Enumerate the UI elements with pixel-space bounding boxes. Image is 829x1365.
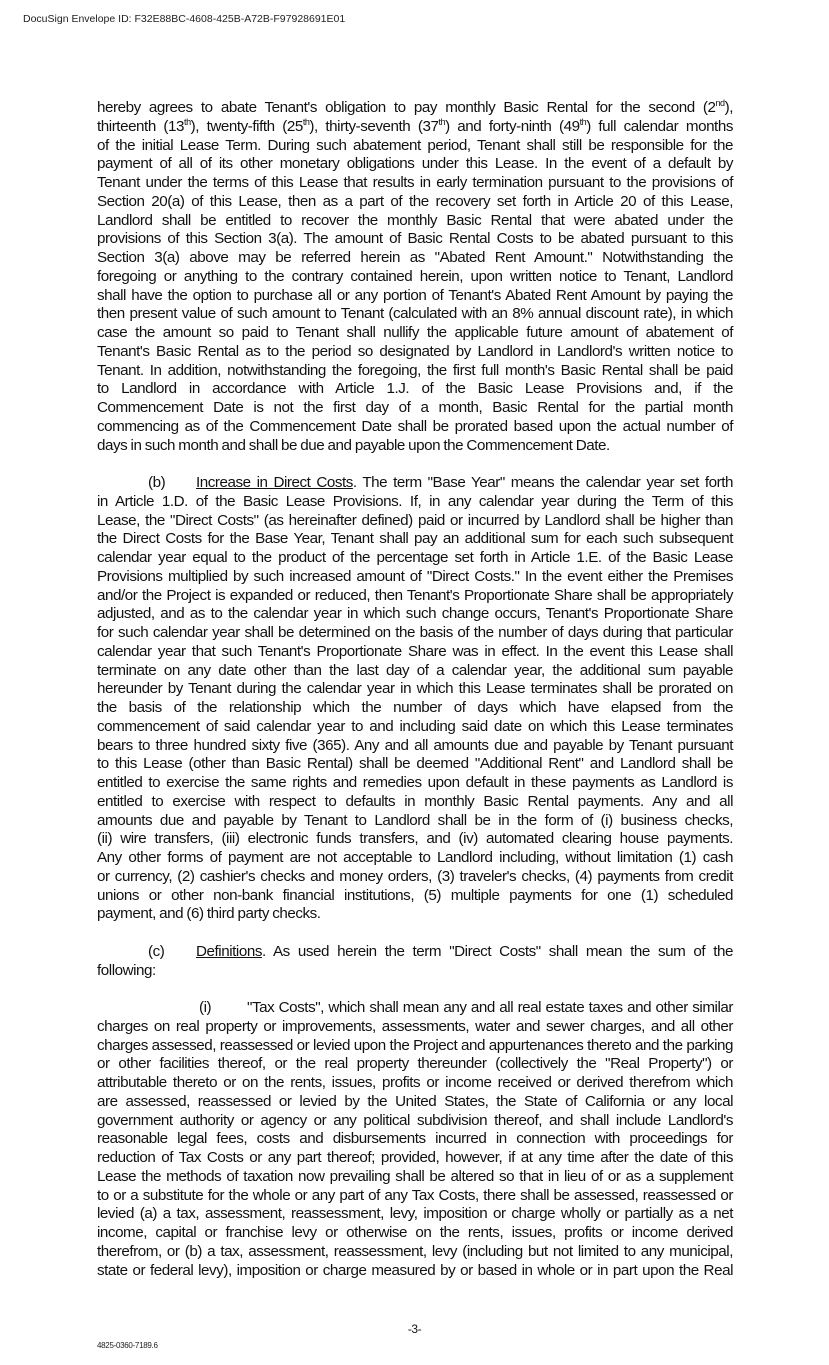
section-b-label: (b) xyxy=(148,474,166,491)
text-line: Tenant's Basic Rental as to the period so designated by Landlord in Landlord's written notice to xyxy=(97,342,733,360)
text-line: to Landlord in accordance with Article 1.J. of the Basic Lease Provisions and, if the xyxy=(97,380,733,398)
text-line: thirteenth (13th), twenty-fifth (25th), thirty-seventh (37th) and forty-ninth (49th) full calendar months xyxy=(97,116,733,135)
text-line: terminate on any date other than the last day of a calendar year, the additional sum payable xyxy=(97,661,733,679)
text-line: income, capital or franchise levy or otherwise on the rents, issues, profits or income derived xyxy=(97,1224,733,1241)
text-line: adjusted, and as to the calendar year in which such change occurs, Tenant's Proportionate Share xyxy=(97,605,733,623)
text-line: Lease the methods of taxation now prevailing shall be altered so that in lieu of or as a supplement xyxy=(97,1167,733,1185)
text-line: payment, and (6) third party checks. xyxy=(97,905,321,923)
section-b-heading: Increase in Direct Costs xyxy=(196,474,353,491)
text-line: shall have the option to purchase all or any portion of Tenant's Abated Rent Amount by paying the xyxy=(97,286,733,304)
text-line: provisions of this Section 3(a). The amount of Basic Rental Costs to be abated pursuant to this xyxy=(97,230,733,248)
paragraph-gap xyxy=(97,924,733,943)
text-line: the Direct Costs for the Base Year, Tenant shall pay an additional sum for each such subsequent xyxy=(97,530,733,548)
text-line: Tenant under the terms of this Lease that results in early termination pursuant to the provisions of xyxy=(97,174,733,191)
text-line: of the initial Lease Term. During such abatement period, Tenant shall still be responsible for the xyxy=(97,136,733,154)
text-line: and/or the Project is expanded or reduced, then Tenant's Proportionate Share shall be appropriately xyxy=(97,586,733,604)
section-c-label: (c) xyxy=(148,942,165,960)
paragraph-gap xyxy=(97,455,733,474)
section-b-increase-in-direct-costs xyxy=(97,474,733,924)
text-line: case the amount so paid to Tenant shall nullify the applicable future amount of abatement of xyxy=(97,324,733,341)
section-c-i-tax-costs xyxy=(97,999,733,1280)
text-line: hereunder by Tenant during the calendar year in which this Lease terminates shall be prorated on xyxy=(97,680,733,698)
text-line: calendar year equal to the product of the percentage set forth in Article 1.E. of the Basic Lease xyxy=(97,549,733,566)
text-line: amounts due and payable by Tenant to Landlord shall be in the form of (i) business checks, xyxy=(97,811,733,829)
text-line: charges assessed, reassessed or levied upon the Project and appurtenances thereto and the parking xyxy=(97,1036,733,1054)
text-line: then present value of such amount to Tenant (calculated with an 8% annual discount rate), in which xyxy=(97,305,733,323)
text-line: for such calendar year shall be determined on the basis of the number of days during that particular xyxy=(97,624,733,641)
text-line: Provisions multiplied by such increased amount of "Direct Costs." In the event either the Premises xyxy=(97,567,733,585)
text-line: calendar year that such Tenant's Proportionate Share was in effect. In the event this Lease shall xyxy=(97,642,733,660)
text-line: to this Lease (other than Basic Rental) shall be deemed "Additional Rent" and Landlord shall be xyxy=(97,755,733,773)
text-line: entitled to exercise the same rights and remedies upon default in these payments as Landlord is xyxy=(97,774,733,791)
section-b-first-line xyxy=(97,474,733,493)
section-c-i-first-line xyxy=(97,999,733,1018)
text-line: unions or other non-bank financial institutions, (5) multiple payments for one (1) scheduled xyxy=(97,886,733,904)
text-line: (ii) wire transfers, (iii) electronic funds transfers, and (iv) automated clearing house payments. xyxy=(97,830,733,848)
text-line: levied (a) a tax, assessment, reassessment, levy, imposition or charge wholly or partially as a net xyxy=(97,1205,733,1223)
text-line: are assessed, reassessed or levied by the United States, the State of California or any local xyxy=(97,1092,733,1110)
section-c-heading: Definitions xyxy=(196,942,262,960)
text-line: Section 20(a) of this Lease, then as a part of the recovery set forth in Article 20 of this Lease, xyxy=(97,192,733,210)
text-line: or other facilities thereof, or the real property thereunder (collectively the "Real Property") or xyxy=(97,1055,733,1073)
text-line: Commencement Date is not the first day of a month, Basic Rental for the partial month xyxy=(97,399,733,416)
section-b-first-line-text: . The term "Base Year" means the calendar year set forth xyxy=(352,474,733,491)
text-line: Section 3(a) above may be referred herein as "Abated Rent Amount." Notwithstanding the xyxy=(97,249,733,266)
text-line: in Article 1.D. of the Basic Lease Provisions. If, in any calendar year during the Term of this xyxy=(97,492,733,510)
section-c-i-first-line-text: "Tax Costs", which shall mean any and all real estate taxes and other similar xyxy=(247,999,733,1016)
text-line: state or federal levy), imposition or charge measured by or based in whole or in part upon the Real xyxy=(97,1261,733,1279)
document-number: 4825-0360-7189.6 xyxy=(97,1341,158,1350)
text-line: payment of all of its other monetary obligations under this Lease. In the event of a default by xyxy=(97,155,733,173)
text-line: government authority or agency or any political subdivision thereof, and shall include Landlord's xyxy=(97,1111,733,1129)
text-line: Landlord shall be entitled to recover the monthly Basic Rental that were abated under the xyxy=(97,211,733,229)
text-line: reduction of Tax Costs or any part thereof; provided, however, if at any time after the date of this xyxy=(97,1149,733,1166)
text-line: foregoing or anything to the contrary contained herein, upon written notice to Tenant, Landlord xyxy=(97,267,733,285)
section-c-definitions xyxy=(97,943,733,981)
text-line: following: xyxy=(97,961,156,979)
page-number: -3- xyxy=(407,1322,422,1336)
section-c-first-line xyxy=(97,943,733,962)
section-a-continued xyxy=(97,99,733,455)
text-line: reasonable legal fees, costs and disbursements incurred in connection with proceedings for xyxy=(97,1130,733,1148)
text-line: Any other forms of payment are not acceptable to Landlord including, without limitation (1) cash xyxy=(97,849,733,866)
text-line: attributable thereto or on the rents, issues, profits or income received or derived therefrom which xyxy=(97,1074,733,1091)
text-line: days in such month and shall be due and payable upon the Commencement Date. xyxy=(97,436,610,454)
text-line: charges on real property or improvements, assessments, water and sewer charges, and all other xyxy=(97,1017,733,1035)
document-body xyxy=(97,99,733,1280)
paragraph-gap xyxy=(97,980,733,999)
text-line: commencing as of the Commencement Date shall be prorated based upon the actual number of xyxy=(97,417,733,435)
docusign-envelope-id: DocuSign Envelope ID: F32E88BC-4608-425B-A72B-F97928691E01 xyxy=(23,13,346,25)
text-line: or currency, (2) cashier's checks and money orders, (3) traveler's checks, (4) payments from credit xyxy=(97,867,733,885)
text-line: hereby agrees to abate Tenant's obligation to pay monthly Basic Rental for the second (2nd), xyxy=(97,97,733,116)
text-line: commencement of said calendar year to and including said date on which this Lease terminates xyxy=(97,717,733,735)
text-line: the basis of the relationship which the number of days which have elapsed from the xyxy=(97,699,733,716)
section-c-first-line-text: . As used herein the term "Direct Costs" shall mean the sum of the xyxy=(261,942,733,960)
text-line: Lease, the "Direct Costs" (as hereinafter defined) paid or incurred by Landlord shall be higher than xyxy=(97,511,733,529)
text-line: entitled to exercise with respect to defaults in monthly Basic Rental payments. Any and all xyxy=(97,792,733,810)
text-line: bears to three hundred sixty five (365). Any and all amounts due and payable by Tenant pursuant xyxy=(97,736,733,754)
text-line: to or a substitute for the whole or any part of any Tax Costs, there shall be assessed, reassessed or xyxy=(97,1186,733,1204)
section-c-i-label: (i) xyxy=(199,999,212,1016)
text-line: therefrom, or (b) a tax, assessment, reassessment, levy (including but not limited to any municipal, xyxy=(97,1242,733,1260)
text-line: Tenant. In addition, notwithstanding the foregoing, the first full month's Basic Rental shall be paid xyxy=(97,361,733,379)
